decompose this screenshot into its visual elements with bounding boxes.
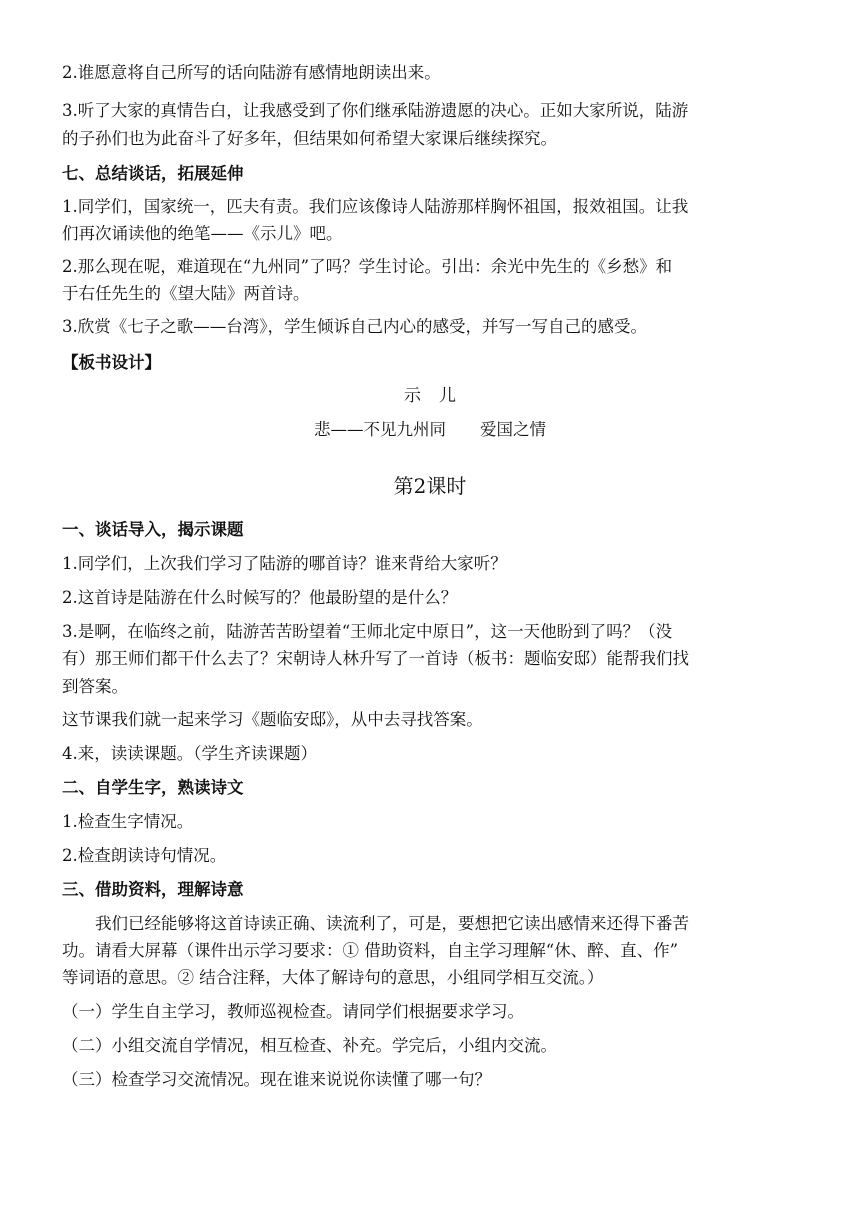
board-line-right: 爱国之情: [480, 420, 546, 439]
paragraph: 3.听了大家的真情告白，让我感受到了你们继承陆游遗愿的决心。正如大家所说，陆游: [62, 101, 689, 120]
paragraph: 2.谁愿意将自己所写的话向陆游有感情地朗读出来。: [62, 63, 441, 82]
paragraph: 2.那么现在呢，难道现在“九州同”了吗？学生讨论。引出：余光中先生的《乡愁》和: [62, 257, 673, 276]
paragraph: 1.同学们，国家统一，匹夫有责。我们应该像诗人陆游那样胸怀祖国，报效祖国。让我: [62, 197, 689, 216]
section-heading: 二、自学生字，熟读诗文: [62, 778, 244, 797]
board-line-left: 悲——不见九州同: [314, 420, 446, 439]
paragraph: 1.同学们，上次我们学习了陆游的哪首诗？谁来背给大家听？: [62, 554, 507, 573]
paragraph: （一）学生自主学习，教师巡视检查。请同学们根据要求学习。: [62, 1002, 524, 1021]
paragraph: 有）那王师们都干什么去了？宋朝诗人林升写了一首诗（板书：题临安邸）能帮我们找: [62, 649, 689, 668]
paragraph: 功。请看大屏幕（课件出示学习要求：① 借助资料，自主学习理解“休、醉、直、作”: [62, 941, 679, 960]
paragraph: 3.是啊，在临终之前，陆游苦苦盼望着“王师北定中原日”，这一天他盼到了吗？（没: [62, 622, 673, 641]
paragraph: 我们已经能够将这首诗读正确、读流利了，可是，要想把它读出感情来还得下番苦: [95, 914, 689, 933]
section-heading: 七、总结谈话，拓展延伸: [62, 164, 244, 183]
paragraph: 1.检查生字情况。: [62, 812, 194, 831]
section-heading: 【板书设计】: [62, 353, 161, 372]
section-heading: 三、借助资料，理解诗意: [62, 880, 244, 899]
paragraph: 于右任先生的《望大陆》两首诗。: [62, 284, 310, 303]
paragraph: （二）小组交流自学情况，相互检查、补充。学完后，小组内交流。: [62, 1036, 557, 1055]
paragraph: 们再次诵读他的绝笔——《示儿》吧。: [62, 224, 343, 243]
paragraph: 2.这首诗是陆游在什么时候写的？他最盼望的是什么？: [62, 588, 458, 607]
lesson-title: 第2课时: [393, 474, 467, 498]
section-heading: 一、谈话导入，揭示课题: [62, 520, 244, 539]
board-title: 示儿: [404, 386, 474, 406]
paragraph: 到答案。: [62, 677, 128, 696]
paragraph: （三）检查学习交流情况。现在谁来说说你读懂了哪一句？: [62, 1070, 491, 1089]
paragraph: 4.来，读读课题。（学生齐读课题）: [62, 744, 317, 763]
paragraph: 等词语的意思。② 结合注释，大体了解诗句的意思，小组同学相互交流。）: [62, 968, 604, 987]
paragraph: 3.欣赏《七子之歌——台湾》，学生倾诉自己内心的感受，并写一写自己的感受。: [62, 317, 647, 336]
board-line: [0, 416, 860, 444]
paragraph: 的子孙们也为此奋斗了好多年，但结果如何希望大家课后继续探究。: [62, 129, 557, 148]
paragraph: 这节课我们就一起来学习《题临安邸》，从中去寻找答案。: [62, 710, 483, 729]
paragraph: 2.检查朗读诗句情况。: [62, 846, 227, 865]
